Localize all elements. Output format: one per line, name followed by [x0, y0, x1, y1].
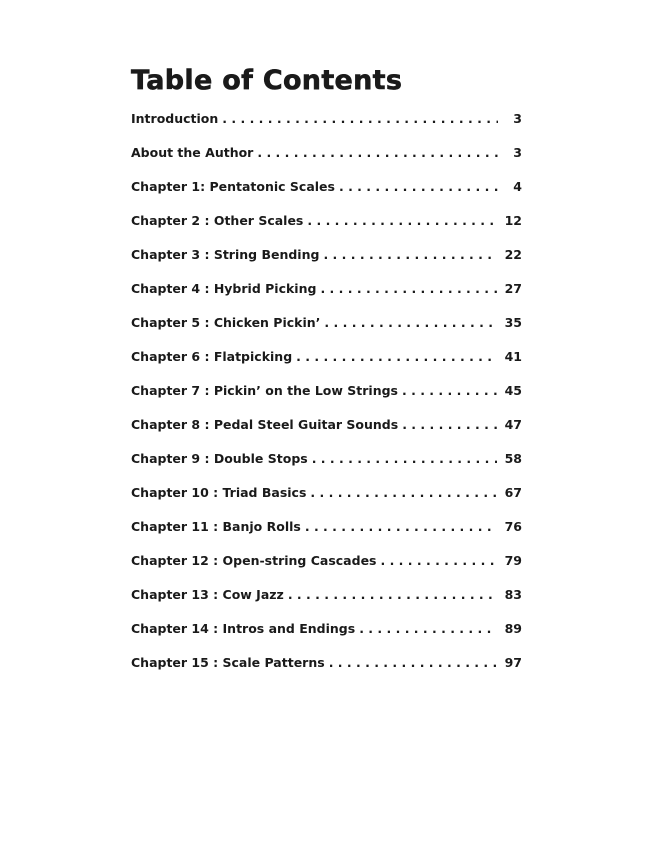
- toc-entry-label: About the Author: [131, 145, 254, 160]
- toc-entry-label: Chapter 13 : Cow Jazz: [131, 587, 284, 602]
- dot-leader: [329, 654, 497, 672]
- toc-entry-page-number: 27: [504, 281, 522, 296]
- dot-leader: [324, 314, 496, 332]
- dot-leader: [402, 382, 497, 400]
- toc-entry-label: Introduction: [131, 111, 219, 126]
- toc-entry-chapter-9[interactable]: [131, 450, 522, 484]
- toc-entry-chapter-6[interactable]: [131, 348, 522, 382]
- toc-entry-page-number: 12: [504, 213, 522, 228]
- toc-entry-page-number: 58: [504, 451, 522, 466]
- toc-entry-chapter-12[interactable]: [131, 552, 522, 586]
- toc-entry-chapter-2[interactable]: [131, 212, 522, 246]
- dot-leader: [312, 450, 497, 468]
- dot-leader: [339, 178, 498, 196]
- page-title: Table of Contents: [131, 65, 403, 96]
- toc-entry-chapter-4[interactable]: [131, 280, 522, 314]
- toc-list: [131, 110, 522, 688]
- toc-entry-page-number: 83: [504, 587, 522, 602]
- toc-entry-label: Chapter 8 : Pedal Steel Guitar Sounds: [131, 417, 399, 432]
- toc-entry-label: Chapter 15 : Scale Patterns: [131, 655, 325, 670]
- dot-leader: [310, 484, 496, 502]
- dot-leader: [402, 416, 496, 434]
- toc-entry-label: Chapter 1: Pentatonic Scales: [131, 179, 335, 194]
- dot-leader: [320, 280, 496, 298]
- toc-entry-chapter-5[interactable]: [131, 314, 522, 348]
- toc-entry-chapter-15[interactable]: [131, 654, 522, 688]
- toc-entry-label: Chapter 7 : Pickin’ on the Low Strings: [131, 383, 398, 398]
- toc-entry-chapter-13[interactable]: [131, 586, 522, 620]
- dot-leader: [307, 212, 496, 230]
- toc-entry-label: Chapter 5 : Chicken Pickin’: [131, 315, 321, 330]
- dot-leader: [288, 586, 497, 604]
- table-of-contents: [131, 64, 522, 670]
- toc-entry-label: Chapter 4 : Hybrid Picking: [131, 281, 317, 296]
- dot-leader: [222, 110, 498, 128]
- toc-entry-page-number: 41: [504, 349, 522, 364]
- toc-entry-page-number: 4: [513, 179, 522, 194]
- toc-entry-label: Chapter 9 : Double Stops: [131, 451, 308, 466]
- dot-leader: [257, 144, 498, 162]
- dot-leader: [305, 518, 497, 536]
- toc-entry-page-number: 47: [504, 417, 522, 432]
- toc-entry-page-number: 3: [513, 111, 522, 126]
- toc-entry-label: Chapter 10 : Triad Basics: [131, 485, 307, 500]
- dot-leader: [323, 246, 496, 264]
- toc-entry-page-number: 79: [504, 553, 522, 568]
- toc-entry-page-number: 67: [504, 485, 522, 500]
- toc-entry-page-number: 45: [504, 383, 522, 398]
- toc-entry-label: Chapter 12 : Open-string Cascades: [131, 553, 377, 568]
- toc-entry-chapter-8[interactable]: [131, 416, 522, 450]
- toc-entry-chapter-10[interactable]: [131, 484, 522, 518]
- toc-entry-page-number: 3: [513, 145, 522, 160]
- toc-entry-chapter-11[interactable]: [131, 518, 522, 552]
- dot-leader: [296, 348, 496, 366]
- dot-leader: [359, 620, 496, 638]
- toc-entry-label: Chapter 11 : Banjo Rolls: [131, 519, 301, 534]
- toc-entry-chapter-7[interactable]: [131, 382, 522, 416]
- toc-entry-page-number: 35: [504, 315, 522, 330]
- toc-entry-page-number: 22: [504, 247, 522, 262]
- toc-entry-page-number: 89: [504, 621, 522, 636]
- toc-entry-chapter-3[interactable]: [131, 246, 522, 280]
- toc-entry-label: Chapter 14 : Intros and Endings: [131, 621, 356, 636]
- toc-entry-label: Chapter 3 : String Bending: [131, 247, 320, 262]
- toc-entry-label: Chapter 2 : Other Scales: [131, 213, 304, 228]
- toc-entry-chapter-14[interactable]: [131, 620, 522, 654]
- toc-entry-introduction[interactable]: [131, 110, 522, 144]
- toc-entry-label: Chapter 6 : Flatpicking: [131, 349, 293, 364]
- toc-entry-page-number: 76: [504, 519, 522, 534]
- toc-entry-chapter-1[interactable]: [131, 178, 522, 212]
- toc-entry-about-the-author[interactable]: [131, 144, 522, 178]
- dot-leader: [380, 552, 496, 570]
- toc-entry-page-number: 97: [504, 655, 522, 670]
